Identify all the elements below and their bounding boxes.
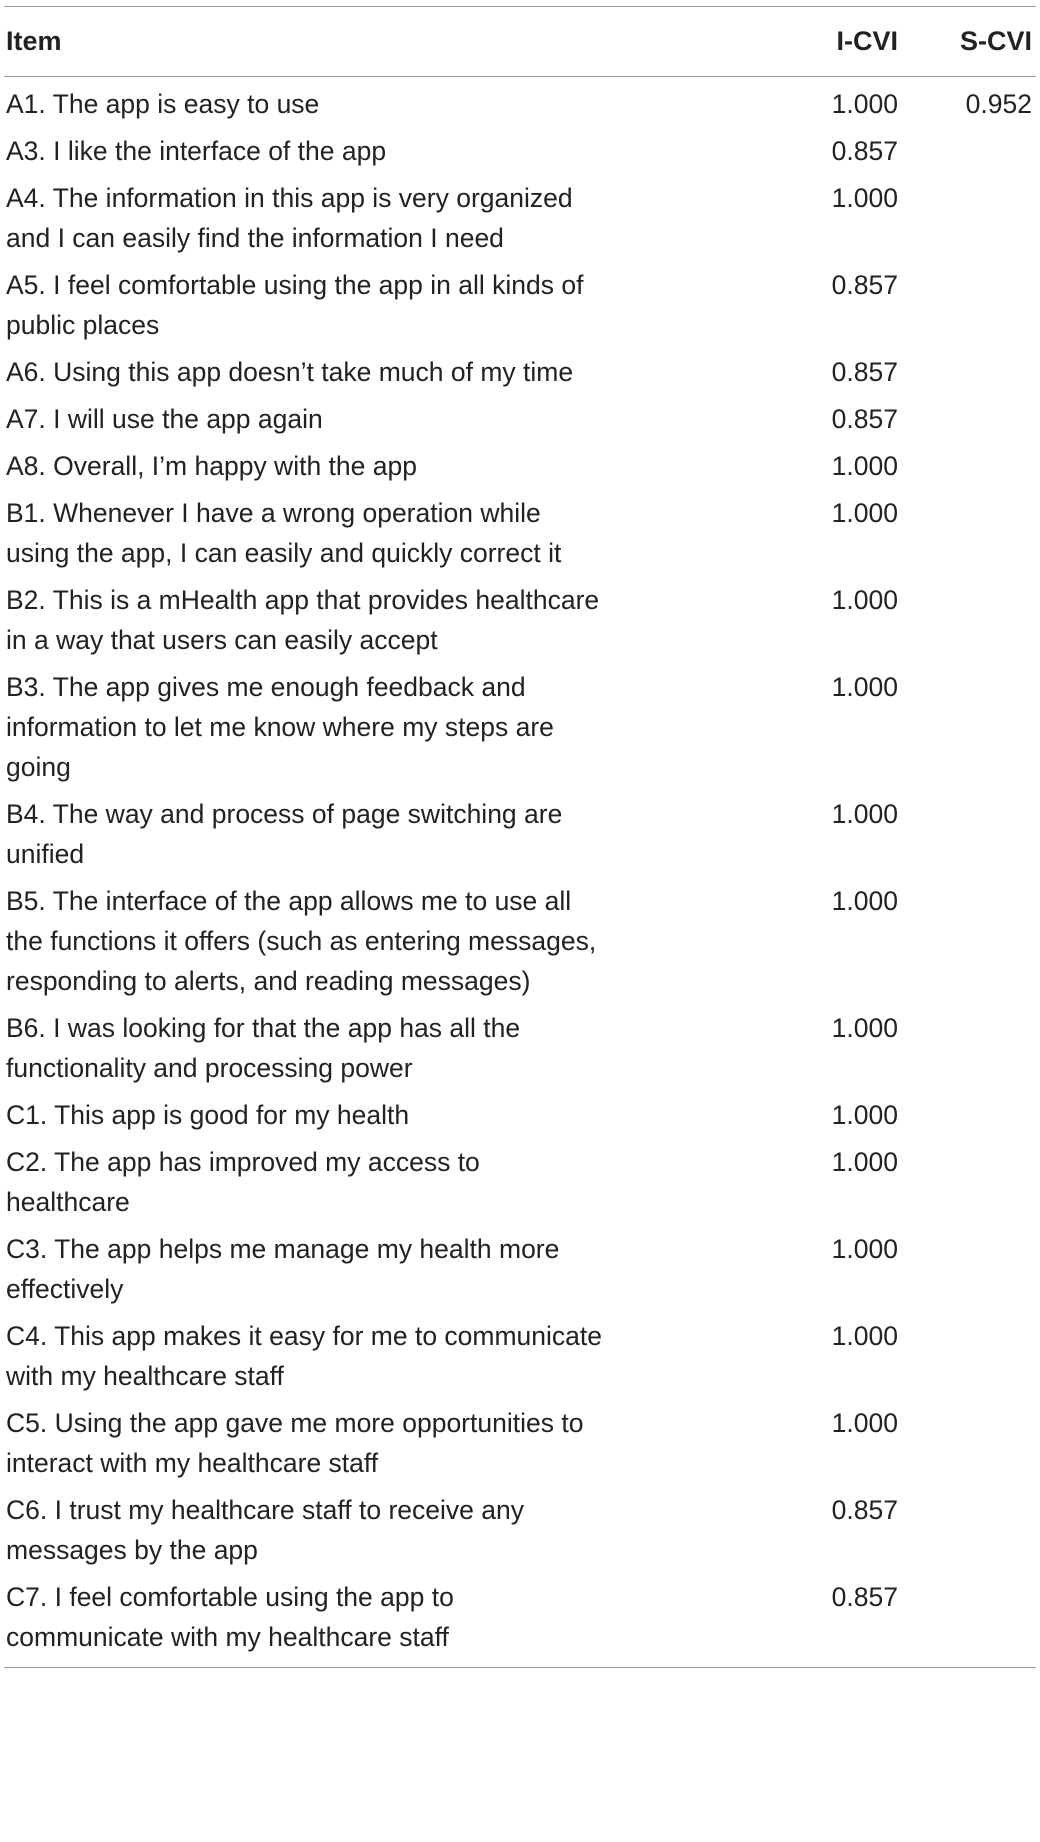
item-cell: B4. The way and process of page switching are unified [6,799,563,869]
icvi-cell: 1.000 [831,498,898,528]
table-row [4,794,1036,881]
item-cell: A5. I feel comfortable using the app in all kinds of public places [6,270,584,340]
scvi-cell [902,1142,1036,1229]
item-cell: C7. I feel comfortable using the app to communicate with my healthcare staff [6,1582,454,1652]
item-cell: B1. Whenever I have a wrong operation while using the app, I can easily and quickly correct it [6,498,562,568]
table-row [4,1403,1036,1490]
item-cell: A3. I like the interface of the app [6,136,387,166]
scvi-cell [902,178,1036,265]
icvi-cell: 1.000 [831,1234,898,1264]
table-row [4,1577,1036,1668]
table-row [4,265,1036,352]
icvi-cell: 1.000 [831,1100,898,1130]
scvi-cell [902,265,1036,352]
table-row [4,399,1036,446]
icvi-cell: 1.000 [831,1147,898,1177]
scvi-cell: 0.952 [965,89,1032,119]
scvi-cell [902,1008,1036,1095]
icvi-cell: 1.000 [831,89,898,119]
scvi-cell [902,493,1036,580]
icvi-cell: 1.000 [831,451,898,481]
item-cell: C5. Using the app gave me more opportunities to interact with my healthcare staff [6,1408,584,1478]
table-row [4,446,1036,493]
table-row [4,1229,1036,1316]
table-row [4,1490,1036,1577]
table-row [4,493,1036,580]
header-icvi: I-CVI [836,26,898,56]
scvi-cell [902,1577,1036,1668]
scvi-cell [902,580,1036,667]
table-row [4,352,1036,399]
scvi-cell [902,399,1036,446]
header-row [4,7,1036,77]
item-cell: A8. Overall, I’m happy with the app [6,451,417,481]
table-row [4,580,1036,667]
icvi-cell: 1.000 [831,1408,898,1438]
icvi-cell: 1.000 [831,1321,898,1351]
table-row [4,1142,1036,1229]
icvi-cell: 1.000 [831,672,898,702]
scvi-cell [902,1490,1036,1577]
scvi-cell [902,1316,1036,1403]
header-scvi: S-CVI [959,26,1032,56]
scvi-cell [902,1403,1036,1490]
table-row [4,667,1036,794]
item-cell: C4. This app makes it easy for me to communicate with my healthcare staff [6,1321,603,1391]
icvi-cell: 0.857 [831,404,898,434]
table-row [4,77,1036,132]
cvi-table [4,6,1036,1668]
icvi-cell: 0.857 [831,136,898,166]
scvi-cell [902,1229,1036,1316]
icvi-cell: 0.857 [831,1495,898,1525]
table-row [4,1008,1036,1095]
item-cell: C2. The app has improved my access to healthcare [6,1147,480,1217]
scvi-cell [902,794,1036,881]
table-row [4,131,1036,178]
scvi-cell [902,881,1036,1008]
item-cell: B2. This is a mHealth app that provides healthcare in a way that users can easily accept [6,585,600,655]
item-cell: C1. This app is good for my health [6,1100,410,1130]
icvi-cell: 1.000 [831,183,898,213]
table-header [4,7,1036,77]
header-item: Item [6,26,62,56]
icvi-cell: 1.000 [831,585,898,615]
item-cell: A7. I will use the app again [6,404,323,434]
table-body [4,77,1036,1668]
icvi-cell: 0.857 [831,270,898,300]
item-cell: C6. I trust my healthcare staff to receive any messages by the app [6,1495,524,1565]
icvi-cell: 0.857 [831,1582,898,1612]
icvi-cell: 1.000 [831,799,898,829]
table-row [4,178,1036,265]
item-cell: B5. The interface of the app allows me to use all the functions it offers (such as entering messages, responding to alerts, and reading messages) [6,886,597,996]
icvi-cell: 0.857 [831,357,898,387]
table-row [4,1316,1036,1403]
item-cell: A6. Using this app doesn’t take much of my time [6,357,574,387]
scvi-cell [902,131,1036,178]
scvi-cell [902,446,1036,493]
table-row [4,881,1036,1008]
scvi-cell [902,352,1036,399]
scvi-cell [902,1095,1036,1142]
item-cell: B3. The app gives me enough feedback and information to let me know where my steps are going [6,672,554,782]
scvi-cell [902,667,1036,794]
icvi-cell: 1.000 [831,1013,898,1043]
item-cell: A1. The app is easy to use [6,89,320,119]
table-row [4,1095,1036,1142]
icvi-cell: 1.000 [831,886,898,916]
item-cell: A4. The information in this app is very organized and I can easily find the information I need [6,183,573,253]
item-cell: C3. The app helps me manage my health more effectively [6,1234,560,1304]
item-cell: B6. I was looking for that the app has all the functionality and processing power [6,1013,521,1083]
